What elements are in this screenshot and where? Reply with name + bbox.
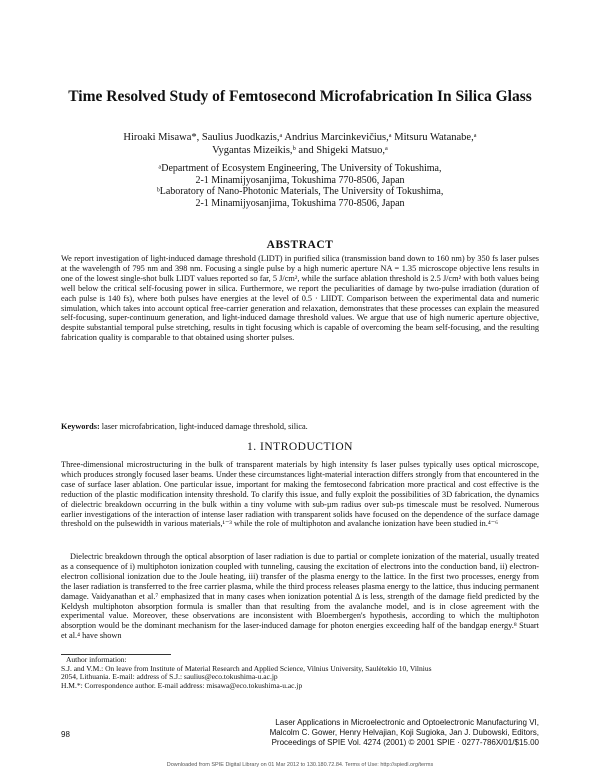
publication-line: Laser Applications in Microelectronic and Optoelectronic Manufacturing VI,	[275, 718, 539, 727]
affiliation-line: 2-1 Minamijyosanjima, Tokushima 770-8506, Japan	[195, 197, 405, 209]
author-list	[60, 131, 540, 157]
abstract-body: We report investigation of light-induced damage threshold (LIDT) in purified silica (transmission band down to 160 nm) by 350 fs laser pulses at the wavelength of 795 nm and 398 nm. Focusing a single pulse by a high numeric aperture NA = 1.35 microscope objective lens results in one of the lowest single-shot bulk LIDT values reported so far, 5 J/cm², while the surface ablation threshold is 2.5 J/cm² with both values being well below the critical self-focusing power in silica. Furthermore, we report the peculiarities of damage by two-pulse irradiation (duration of each pulse is 140 fs), where both pulses have energies at the level of 0.5 · LIIDT. Comparison between the experimental data and numeric simulation, which takes into account optical free-carrier generation and relaxation, demonstrates that these processes can explain the measured self-focusing, super-continuum generation, and light-induced damage threshold values. We argue that use of high numeric aperture objective, despite substantial temporal pulse stretching, results in tight focusing which is capable of overcoming the beam self-focusing, and the resulting fabrication quality is comparable to that obtained using shorter pulses.	[61, 254, 539, 343]
keywords	[61, 422, 539, 432]
footnote-line: S.J. and V.M.: On leave from Institute of Material Research and Applied Science, Vilnius University, Saulėtekio 10, Vilnius	[61, 663, 432, 673]
keywords-text: laser microfabrication, light-induced damage threshold, silica.	[99, 422, 308, 431]
section-heading-introduction: 1. INTRODUCTION	[247, 441, 353, 453]
publication-info	[219, 718, 539, 747]
authors-line-1: Hiroaki Misawa*, Saulius Juodkazis,ᵃ Andrius Marcinkevičius,ᵃ Mitsuru Watanabe,ᵃ	[123, 132, 477, 143]
affiliation-line: ᵃDepartment of Ecosystem Engineering, The University of Tokushima,	[158, 163, 442, 174]
affiliation-line: 2-1 Minamijyosanjima, Tokushima 770-8506, Japan	[195, 174, 405, 186]
intro-paragraph-1: Three-dimensional microstructuring in the bulk of transparent materials by high intensity fs laser pulses typically uses optical microscope, which produces strongly focused laser beams. Under these circumstances light-material interaction differs strongly from that encountered in the case of surface laser ablation. One particular issue, important for making the femtosecond fabrication more practical and cost effective is the reduction of the plastic modification intensity threshold. To clarify this issue, and fully exploit the possibilities of 3D fabrication, the dynamics of dielectric breakdown occurring in the bulk within a tiny volume with sub-µm radius over sub-ps timescale must be resolved. Numerous earlier investigations of the interaction of intense laser radiation with transparent solids have focused on the dependence of the surface damage threshold on the pulsewidth in various materials,¹⁻³ while the role of multiphoton and avalanche ionization have been studied in.⁴⁻⁶	[61, 460, 539, 529]
publication-line: Proceedings of SPIE Vol. 4274 (2001) © 2001 SPIE · 0277-786X/01/$15.00	[271, 737, 539, 747]
page-number: 98	[61, 730, 70, 739]
download-notice: Downloaded from SPIE Digital Library on 01 Mar 2012 to 130.180.72.84. Terms of Use: http://spiedl.org/terms	[166, 762, 434, 768]
authors-line-2: Vygantas Mizeikis,ᵇ and Shigeki Matsuo,ᵃ	[212, 145, 388, 156]
affiliation-line: ᵇLaboratory of Nano-Photonic Materials, The University of Tokushima,	[156, 186, 444, 197]
footnote-line: Author information:	[66, 655, 127, 664]
affiliations	[80, 163, 520, 209]
intro-paragraph-2: Dielectric breakdown through the optical absorption of laser radiation is due to partial or complete ionization of the material, usually treated as a consequence of i) multiphoton ionization coupled with tunneling, causing the excitation of electrons into the conduction band, ii) electron-electron collisional ionization due to the Joule heating, iii) transfer of the plasma energy to the lattice. In the first two processes, energy from the laser radiation is transferred to the free carrier plasma, while the third process releases plasma energy to the lattice, thus inducing permanent damage. Vaidyanathan et al.⁷ emphasized that in many cases when ionization potential Δ is less, strength of the damage field predicted by the Keldysh multiphoton absorption formula is smaller than that resulting from the avalanche model, and is in close agreement with the experimental value. Moreover, these observations are inconsistent with Bloembergen's hypothesis, according to which the multiphoton absorption would be the dominant mechanism for the laser-induced damage for photon energies exceeding half of the bandgap energy.⁸ Stuart et al.⁴ have shown	[61, 552, 539, 641]
publication-line: Malcolm C. Gower, Henry Helvajian, Koji Sugioka, Jan J. Dubowski, Editors,	[269, 727, 539, 737]
keywords-label: Keywords:	[61, 422, 100, 431]
footnote-line: H.M.*: Correspondence author. E-mail address: misawa@eco.tokushima-u.ac.jp	[61, 680, 303, 690]
paper-title: Time Resolved Study of Femtosecond Microfabrication In Silica Glass	[68, 88, 532, 105]
abstract-heading: ABSTRACT	[266, 239, 334, 251]
footnotes	[61, 656, 539, 690]
footnote-line: 2054, Lithuania. E-mail: address of S.J.: saulius@eco.tokushima-u.ac.jp	[61, 672, 278, 682]
